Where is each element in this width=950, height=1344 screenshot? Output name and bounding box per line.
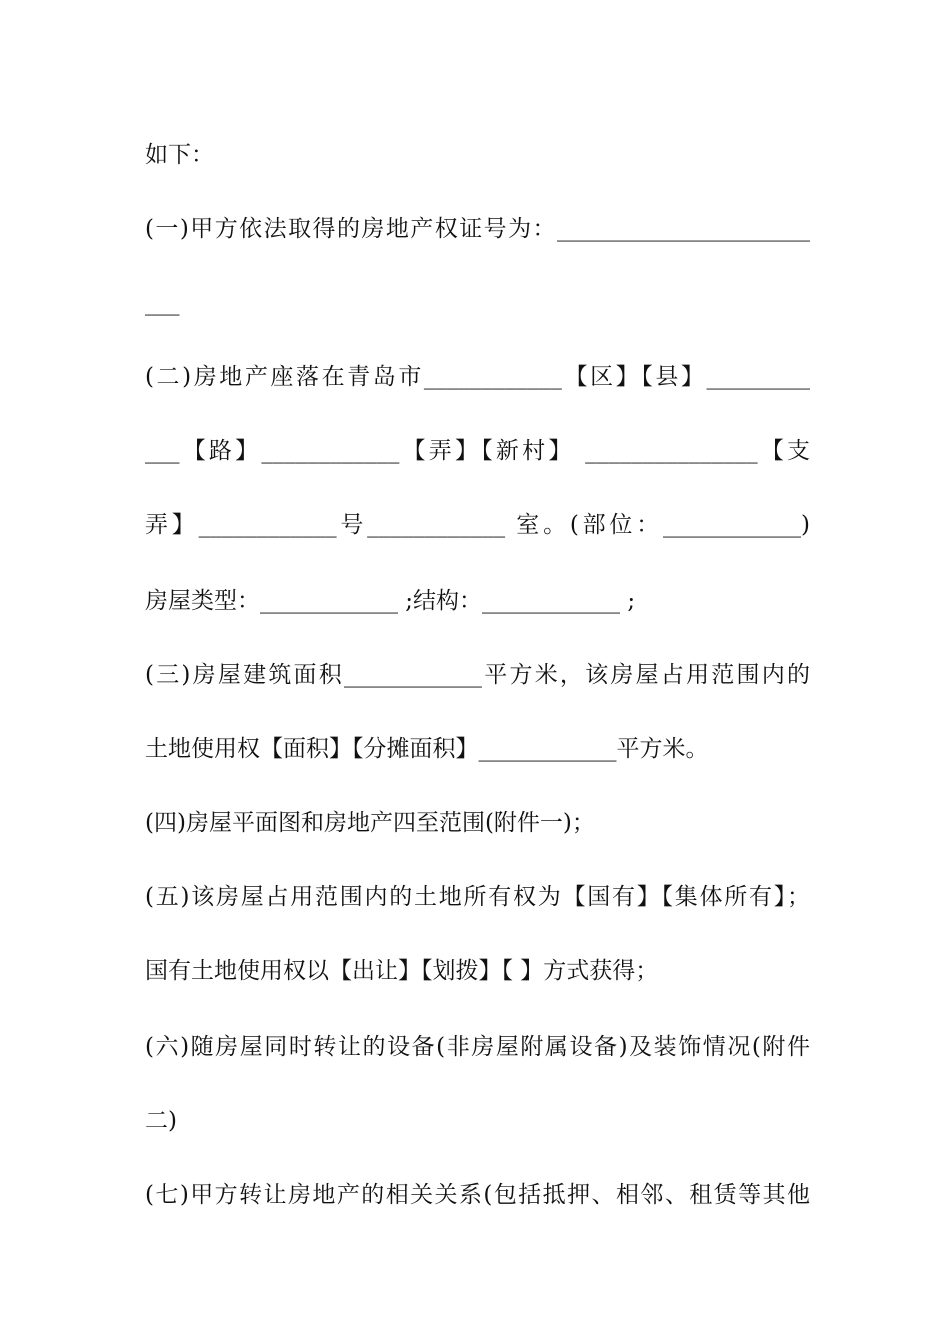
- text-line-11: (五)该房屋占用范围内的土地所有权为【国有】【集体所有】；: [145, 884, 810, 910]
- text-line-9: 土地使用权【面积】【分摊面积】____________平方米。: [145, 736, 709, 762]
- text-line-15: (七)甲方转让房地产的相关关系(包括抵押、相邻、租赁等其他: [145, 1182, 810, 1208]
- text-line-1: 如下：: [145, 142, 214, 168]
- text-line-13: (六)随房屋同时转让的设备(非房屋附属设备)及装饰情况(附件: [145, 1034, 810, 1060]
- text-line-2: (一)甲方依法取得的房地产权证号为：______________________: [145, 216, 810, 242]
- text-line-3: ___: [145, 290, 180, 316]
- text-line-14: 二): [145, 1108, 177, 1134]
- text-line-6: 弄】____________号____________ 室。(部位：____________): [145, 512, 810, 538]
- text-line-12: 国有土地使用权以【出让】【划拨】【 】方式获得；: [145, 958, 659, 984]
- text-line-8: (三)房屋建筑面积____________平方米，该房屋占用范围内的: [145, 662, 810, 688]
- text-line-7: 房屋类型：____________ ;结构：____________ ;: [145, 588, 636, 614]
- text-line-10: (四)房屋平面图和房地产四至范围(附件一)；: [145, 810, 595, 836]
- text-line-4: (二)房地产座落在青岛市____________【区】【县】_________: [145, 364, 810, 390]
- text-line-5: ___【路】____________【弄】【新村】 _______________【支: [145, 438, 810, 464]
